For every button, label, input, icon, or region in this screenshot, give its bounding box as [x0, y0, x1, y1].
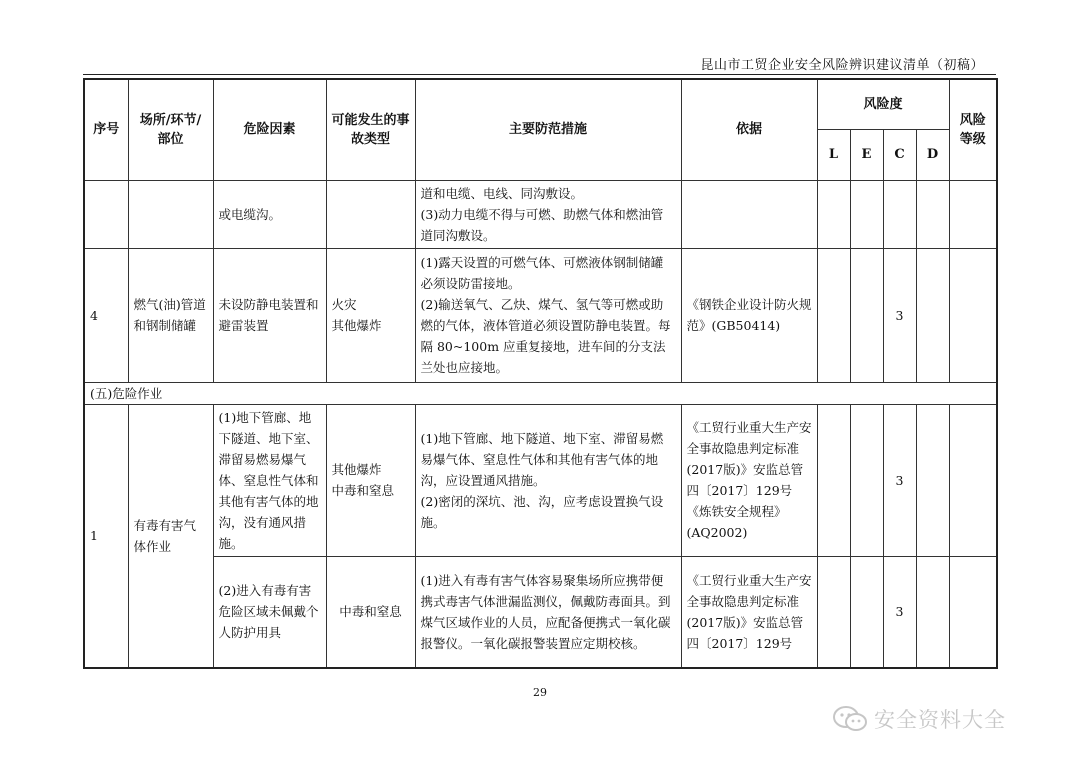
- seq-cell: 4: [84, 248, 128, 382]
- risk-table: [83, 78, 998, 669]
- col-risk-header: 风险度: [817, 79, 949, 129]
- col-hazard-header: 危险因素: [213, 79, 326, 180]
- measures-cell: (1)进入有毒有害气体容易聚集场所应携带便携式毒害气体泄漏监测仪，佩戴防毒面具。到煤气区域作业的人员，应配备便携式一氧化碳报警仪。一氧化碳报警装置应定期校核。: [415, 556, 681, 668]
- accident-cell: 火灾 其他爆炸: [326, 248, 415, 382]
- watermark: [832, 704, 1006, 734]
- hazard-cell: 或电缆沟。: [213, 180, 326, 248]
- col-D-header: D: [916, 129, 949, 180]
- measures-cell: 道和电缆、电线、同沟敷设。 (3)动力电缆不得与可燃、助燃气体和燃油管道同沟敷设。: [415, 180, 681, 248]
- risk-level-cell: [949, 248, 997, 382]
- table-row: [84, 248, 997, 382]
- col-measures-header: 主要防范措施: [415, 79, 681, 180]
- risk-D-cell: [916, 404, 949, 556]
- risk-L-cell: [817, 248, 850, 382]
- table-row: [84, 404, 997, 556]
- basis-cell: 《工贸行业重大生产安全事故隐患判定标准 (2017版)》安监总管四〔2017〕129号: [681, 556, 817, 668]
- col-place-header: 场所/环节/部位: [128, 79, 213, 180]
- col-L-header: L: [817, 129, 850, 180]
- section-title: (五)危险作业: [84, 382, 997, 404]
- risk-E-cell: [850, 404, 883, 556]
- measures-cell: (1)露天设置的可燃气体、可燃液体钢制储罐必须设防雷接地。 (2)输送氧气、乙炔、煤气、氢气等可燃或助燃的气体，液体管道必须设置防静电装置。每隔 80~100m 应重复接地，进车间的分支法兰处也应接地。: [415, 248, 681, 382]
- hazard-cell: 未设防静电装置和避雷装置: [213, 248, 326, 382]
- wechat-icon: [832, 705, 868, 733]
- seq-cell: 1: [84, 404, 128, 668]
- risk-D-cell: [916, 556, 949, 668]
- risk-D-cell: [916, 248, 949, 382]
- risk-C-cell: 3: [883, 248, 916, 382]
- table-row: [84, 180, 997, 248]
- document-title: 昆山市工贸企业安全风险辨识建议清单（初稿）: [700, 58, 984, 73]
- col-level-header: 风险等级: [949, 79, 997, 180]
- risk-level-cell: [949, 556, 997, 668]
- place-cell: 燃气(油)管道和钢制储罐: [128, 248, 213, 382]
- section-row: [84, 382, 997, 404]
- risk-level-cell: [949, 404, 997, 556]
- accident-cell: 中毒和窒息: [326, 556, 415, 668]
- hazard-cell: (1)地下管廊、地下隧道、地下室、滞留易燃易爆气体、窒息性气体和其他有害气体的地沟，没有通风措施。: [213, 404, 326, 556]
- header-row: [84, 79, 997, 129]
- place-cell: 有毒有害气体作业: [128, 404, 213, 668]
- col-accident-header: 可能发生的事故类型: [326, 79, 415, 180]
- col-C-header: C: [883, 129, 916, 180]
- watermark-text: 安全资料大全: [874, 708, 1006, 732]
- table-row: [84, 556, 997, 668]
- risk-L-cell: [817, 556, 850, 668]
- hazard-cell: (2)进入有毒有害危险区域未佩戴个人防护用具: [213, 556, 326, 668]
- risk-E-cell: [850, 248, 883, 382]
- accident-cell: 其他爆炸 中毒和窒息: [326, 404, 415, 556]
- col-basis-header: 依据: [681, 79, 817, 180]
- col-E-header: E: [850, 129, 883, 180]
- risk-C-cell: 3: [883, 404, 916, 556]
- measures-cell: (1)地下管廊、地下隧道、地下室、滞留易燃易爆气体、窒息性气体和其他有害气体的地沟，应设置通风措施。 (2)密闭的深坑、池、沟，应考虑设置换气设施。: [415, 404, 681, 556]
- basis-cell: 《工贸行业重大生产安全事故隐患判定标准 (2017版)》安监总管四〔2017〕129号 《炼铁安全规程》 (AQ2002): [681, 404, 817, 556]
- risk-L-cell: [817, 404, 850, 556]
- col-seq-header: 序号: [84, 79, 128, 180]
- page-number: 29: [533, 686, 547, 699]
- basis-cell: 《钢铁企业设计防火规范》(GB50414): [681, 248, 817, 382]
- risk-C-cell: 3: [883, 556, 916, 668]
- document-header: [83, 50, 996, 75]
- risk-E-cell: [850, 556, 883, 668]
